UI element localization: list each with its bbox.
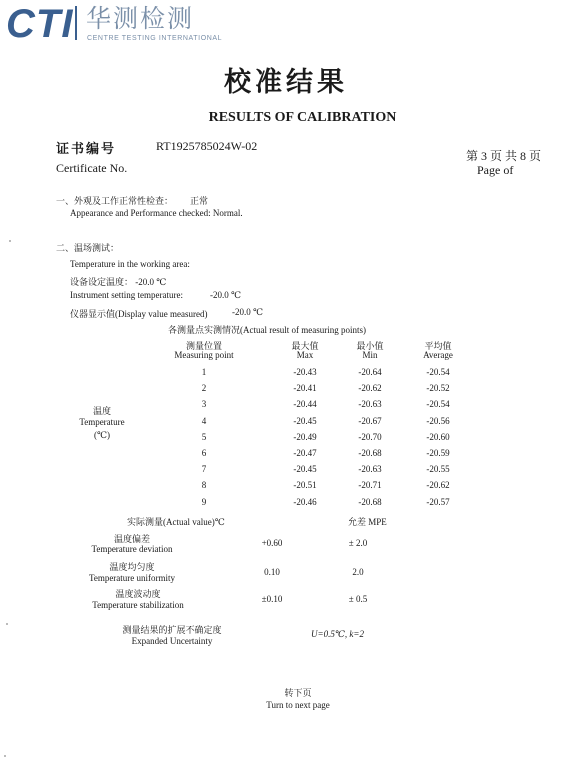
header-average-cn: 平均值 (424, 341, 452, 351)
uniformity-actual: 0.10 (264, 567, 280, 577)
cell-min: -20.64 (358, 367, 382, 377)
cell-max: -20.47 (293, 448, 317, 458)
cell-average: -20.52 (426, 383, 450, 394)
header-min-en: Min (362, 350, 378, 360)
certificate-label-cn: 证书编号 (56, 141, 117, 156)
section1-label: 一、外观及工作正常性检查： (56, 196, 174, 206)
cell-min: -20.63 (358, 399, 382, 410)
cell-average: -20.56 (426, 415, 450, 426)
setting-temperature-cn: 设备设定温度： -20.0 ℃ (70, 277, 167, 287)
display-value: -20.0 ℃ (232, 307, 264, 317)
cell-min: -20.68 (358, 448, 382, 458)
header-measuring-point-cn: 测量位置 (185, 341, 222, 351)
cell-point: 2 (201, 383, 207, 394)
section1-value: 正常 (190, 196, 209, 206)
cell-average: -20.59 (426, 448, 450, 458)
cell-min: -20.62 (358, 383, 382, 394)
footer-en: Turn to next page (266, 700, 330, 710)
scan-speck (4, 755, 6, 757)
working-area-label: Temperature in the working area: (70, 259, 190, 269)
page-title-en: RESULTS OF CALIBRATION (208, 110, 397, 125)
cell-point: 1 (201, 367, 207, 377)
stabilization-label-en: Temperature stabilization (92, 600, 184, 610)
cell-average: -20.57 (426, 496, 450, 507)
deviation-mpe: ± 2.0 (348, 538, 368, 548)
cell-average: -20.62 (426, 480, 450, 491)
temperature-side-label-en: Temperature (79, 417, 125, 427)
header-max-en: Max (296, 350, 314, 360)
company-name-en: CENTRE TESTING INTERNATIONAL (87, 35, 223, 42)
setting-temperature-en-label: Instrument setting temperature: (70, 290, 183, 300)
cell-max: -20.41 (293, 383, 317, 394)
header-min-cn: 最小值 (356, 341, 384, 351)
cell-max: -20.45 (293, 415, 317, 426)
header-max-cn: 最大值 (291, 341, 319, 351)
table-caption: 各测量点实测情况(Actual result of measuring points) (168, 325, 366, 335)
cell-min: -20.67 (358, 415, 382, 426)
scan-speck (9, 240, 11, 242)
uncertainty-label-en: Expanded Uncertainty (131, 636, 213, 646)
cell-max: -20.49 (293, 431, 317, 442)
deviation-actual: +0.60 (261, 538, 283, 548)
company-name-cn: 华测检测 (86, 5, 195, 33)
setting-temperature-en-value: -20.0 ℃ (210, 290, 242, 300)
uncertainty-label-cn: 测量结果的扩展不确定度 (122, 625, 222, 635)
uniformity-mpe: 2.0 (352, 567, 364, 577)
cell-point: 5 (201, 431, 207, 442)
cell-average: -20.54 (426, 367, 450, 377)
section2-label: 二、温场测试： (56, 243, 120, 253)
uniformity-label-en: Temperature uniformity (88, 573, 176, 583)
stabilization-mpe: ± 0.5 (348, 594, 368, 604)
uniformity-label-cn: 温度均匀度 (109, 562, 155, 572)
page-title-cn: 校准结果 (224, 67, 348, 97)
cell-point: 7 (201, 464, 207, 475)
cell-point: 8 (201, 480, 207, 491)
header-measuring-point-en: Measuring point (174, 350, 234, 360)
stabilization-label-cn: 温度波动度 (115, 589, 161, 599)
cell-point: 3 (201, 399, 207, 410)
cell-min: -20.63 (358, 464, 382, 475)
temperature-side-label-cn: 温度 (92, 406, 111, 416)
cell-average: -20.55 (426, 464, 450, 475)
deviation-label-cn: 温度偏差 (113, 534, 150, 544)
cell-min: -20.68 (358, 496, 382, 507)
header-average-en: Average (423, 350, 453, 360)
cell-max: -20.45 (293, 464, 317, 475)
cell-point: 4 (201, 415, 207, 426)
scan-speck (6, 623, 8, 625)
cell-point: 9 (201, 496, 207, 507)
section1-line-en: Appearance and Performance checked: Normal. (70, 208, 243, 218)
page-indicator-en: Page of (477, 163, 514, 177)
actual-value-label: 实际测量(Actual value)℃ (127, 517, 225, 527)
stabilization-actual: ±0.10 (261, 594, 283, 604)
footer-cn: 转下页 (284, 688, 312, 698)
temperature-side-label-unit: (℃) (93, 430, 111, 440)
certificate-number: RT1925785024W-02 (156, 139, 258, 153)
certificate-label-en: Certificate No. (56, 161, 128, 175)
logo-divider (75, 6, 77, 40)
cell-max: -20.43 (293, 367, 317, 377)
cell-max: -20.51 (293, 480, 317, 491)
cell-average: -20.54 (426, 399, 450, 410)
cell-average: -20.60 (426, 431, 450, 442)
cell-max: -20.44 (293, 399, 317, 410)
cell-min: -20.71 (358, 480, 382, 491)
company-logo: CTI (6, 2, 74, 46)
page-indicator-cn: 第 3 页 共 8 页 (466, 149, 542, 163)
uncertainty-value: U=0.5℃, k=2 (311, 629, 364, 639)
mpe-label: 允差 MPE (348, 517, 387, 527)
cell-point: 6 (201, 448, 207, 458)
deviation-label-en: Temperature deviation (91, 544, 173, 554)
cell-min: -20.70 (358, 431, 382, 442)
display-value-label: 仪器显示值(Display value measured) (70, 309, 208, 319)
cell-max: -20.46 (293, 496, 317, 507)
